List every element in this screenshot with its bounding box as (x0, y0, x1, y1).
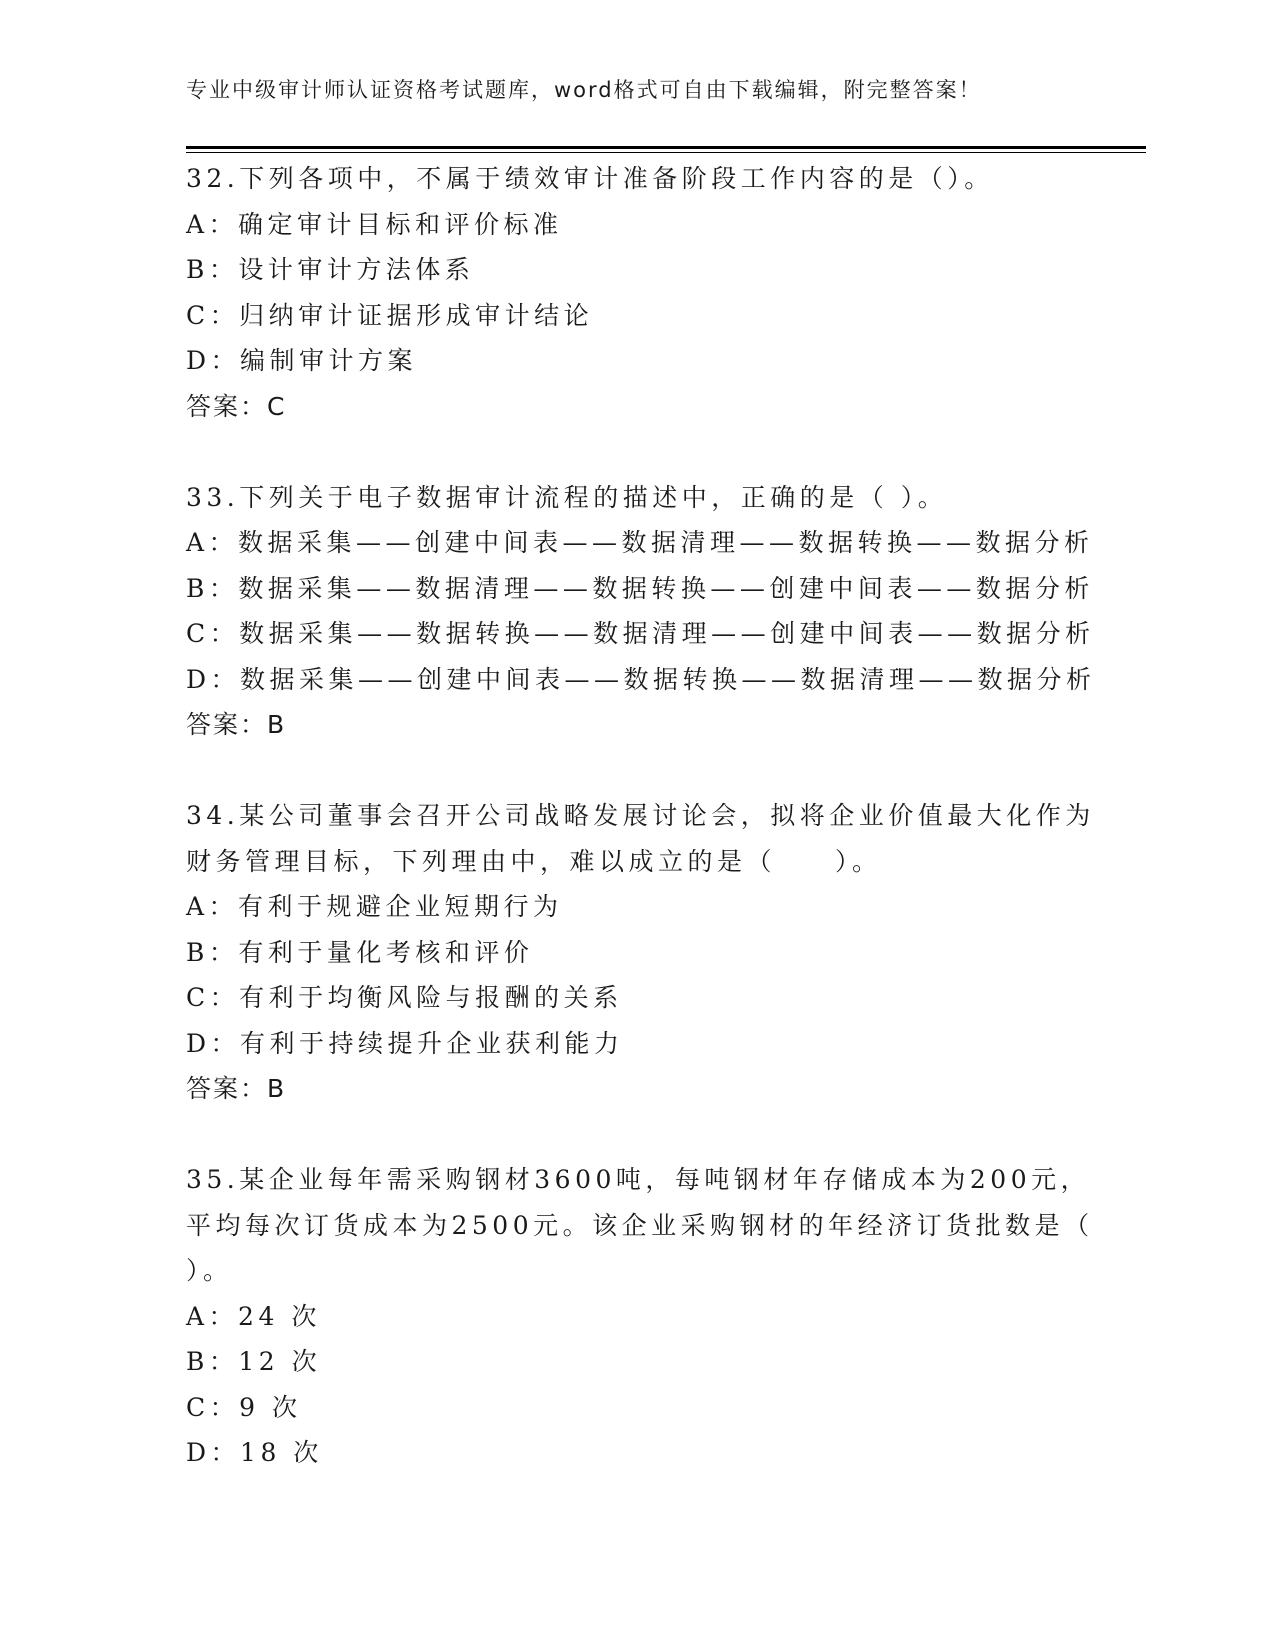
spacer (186, 1112, 1086, 1158)
question-stem-line-3: ）。 (186, 1256, 233, 1285)
answer: 答案：C (186, 391, 287, 421)
option-b: B：数据采集——数据清理——数据转换——创建中间表——数据分析 (186, 573, 1094, 603)
option-b: B：有利于量化考核和评价 (186, 937, 534, 967)
question-35 (186, 1157, 1094, 1476)
option-a: A：确定审计目标和评价标准 (186, 209, 563, 239)
question-34 (186, 793, 1095, 1112)
option-c: C：数据采集——数据转换——数据清理——创建中间表——数据分析 (186, 619, 1095, 648)
answer: 答案：B (186, 710, 287, 739)
option-d: D：编制审计方案 (186, 346, 418, 375)
option-b: B：设计审计方法体系 (186, 255, 475, 284)
option-a: A：有利于规避企业短期行为 (186, 892, 563, 921)
spacer (186, 429, 1086, 475)
question-32 (186, 156, 1086, 429)
question-stem-line-2: 平均每次订货成本为2500元。该企业采购钢材的年经济订货批数是（ (186, 1210, 1094, 1240)
spacer (186, 748, 1086, 794)
option-c: C：9 次 (186, 1392, 302, 1422)
answer: 答案：B (186, 1074, 287, 1103)
question-stem: 33.下列关于电子数据审计流程的描述中，正确的是（ ）。 (186, 482, 948, 512)
option-c: C：有利于均衡风险与报酬的关系 (186, 983, 623, 1012)
option-d: D：数据采集——创建中间表——数据转换——数据清理——数据分析 (186, 664, 1096, 694)
option-b: B：12 次 (186, 1347, 322, 1376)
header-rule-thin (186, 152, 1146, 153)
question-33 (186, 475, 1096, 748)
question-list (186, 156, 1096, 1476)
question-stem-line-1: 35.某企业每年需采购钢材3600吨，每吨钢材年存储成本为200元， (186, 1165, 1091, 1194)
question-stem-line-1: 34.某公司董事会召开公司战略发展讨论会，拟将企业价值最大化作为 (186, 801, 1095, 830)
question-stem: 32.下列各项中，不属于绩效审计准备阶段工作内容的是（）。 (186, 164, 994, 193)
page-header: 专业中级审计师认证资格考试题库，word格式可自由下载编辑，附完整答案！ (186, 78, 982, 102)
question-stem-line-2: 财务管理目标，下列理由中，难以成立的是（ ）。 (186, 846, 882, 876)
option-a: A：24 次 (186, 1301, 321, 1331)
option-d: D：18 次 (186, 1438, 323, 1467)
option-c: C：归纳审计证据形成审计结论 (186, 300, 594, 330)
header-rule-thick (186, 146, 1146, 149)
option-d: D：有利于持续提升企业获利能力 (186, 1028, 624, 1058)
option-a: A：数据采集——创建中间表——数据清理——数据转换——数据分析 (186, 528, 1094, 557)
